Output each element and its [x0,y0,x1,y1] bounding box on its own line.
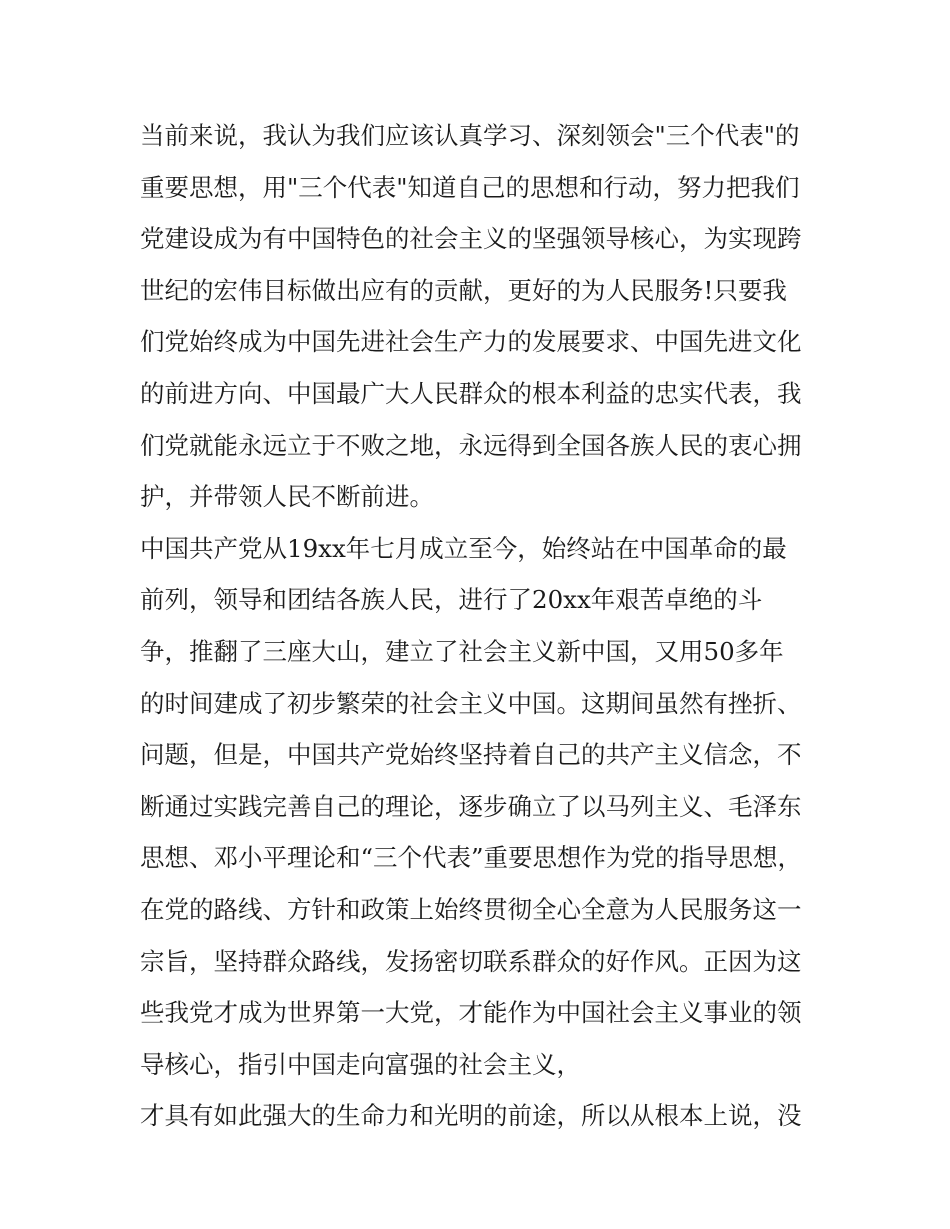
text-line-14: 断通过实践完善自己的理论，逐步确立了以马列主义、毛泽东 [140,791,802,821]
text-line-7: 们党就能永远立于不败之地，永远得到全国各族人民的衷心拥 [140,430,802,460]
text-line-13: 问题，但是，中国共产党始终坚持着自己的共产主义信念，不 [140,740,802,770]
text-line-1: 当前来说，我认为我们应该认真学习、深刻领会"三个代表"的 [140,121,800,150]
text-line-10: 前列，领导和团结各族人民，进行了20xx年艰苦卓绝的斗 [140,585,763,615]
text-line-18: 些我党才成为世界第一大党，才能作为中国社会主义事业的领 [140,998,802,1028]
text-line-20: 才具有如此强大的生命力和光明的前途，所以从根本上说，没 [140,1101,802,1131]
text-line-2: 重要思想，用"三个代表"知道自己的思想和行动，努力把我们 [140,172,800,202]
text-line-11: 争，推翻了三座大山，建立了社会主义新中国，又用50多年 [140,636,784,666]
text-line-17: 宗旨，坚持群众路线，发扬密切联系群众的好作风。正因为这 [140,946,802,976]
text-line-9: 中国共产党从19xx年七月成立至今，始终站在中国革命的最 [140,533,787,563]
text-line-6: 的前进方向、中国最广大人民群众的根本利益的忠实代表，我 [140,378,802,408]
text-line-5: 们党始终成为中国先进社会生产力的发展要求、中国先进文化 [140,327,802,357]
text-line-8: 护，并带领人民不断前进。 [140,482,434,512]
text-line-3: 党建设成为有中国特色的社会主义的坚强领导核心，为实现跨 [140,224,802,254]
text-line-15: 思想、邓小平理论和“三个代表”重要思想作为党的指导思想， [140,843,803,873]
body-text [140,110,820,1142]
text-line-19: 导核心，指引中国走向富强的社会主义， [140,1049,581,1079]
text-line-12: 的时间建成了初步繁荣的社会主义中国。这期间虽然有挫折、 [140,688,802,718]
text-line-4: 世纪的宏伟目标做出应有的贡献，更好的为人民服务!只要我 [140,275,787,305]
text-line-16: 在党的路线、方针和政策上始终贯彻全心全意为人民服务这一 [140,894,802,924]
